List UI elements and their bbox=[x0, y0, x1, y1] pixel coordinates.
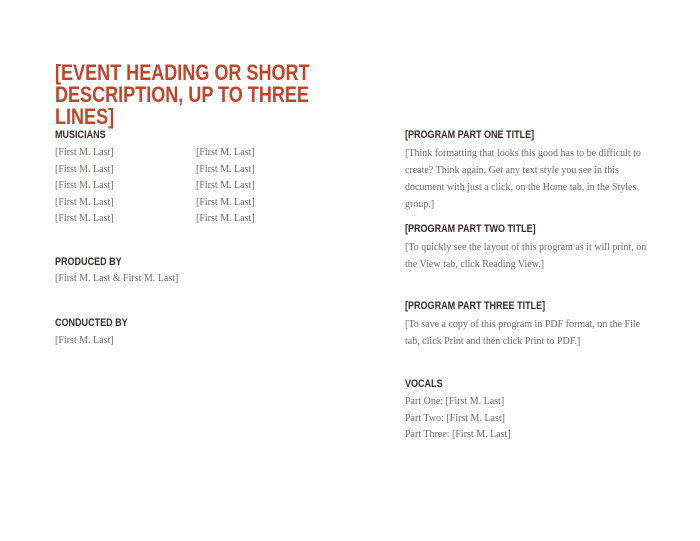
vocals-line: Part Three: [First M. Last] bbox=[405, 429, 511, 440]
musician-name: [First M. Last] bbox=[55, 196, 114, 208]
produced-by-heading: PRODUCED BY bbox=[55, 256, 122, 268]
program-part-three-text: [To save a copy of this program in PDF format, on the File tab, click Print and then click Print to PDF.] bbox=[405, 319, 641, 347]
vocals-line: Part One: [First M. Last] bbox=[405, 396, 505, 407]
musician-name: [First M. Last] bbox=[55, 180, 114, 191]
musician-name: [First M. Last] bbox=[55, 213, 114, 224]
musician-name: [First M. Last] bbox=[196, 196, 255, 208]
musician-name: [First M. Last] bbox=[55, 163, 114, 175]
vocals-list bbox=[405, 394, 511, 444]
musicians-heading: MUSICIANS bbox=[55, 129, 106, 141]
musicians-col-2 bbox=[196, 145, 255, 228]
conducted-by-heading: CONDUCTED BY bbox=[55, 317, 128, 329]
musician-name: [First M. Last] bbox=[196, 213, 255, 224]
musician-name: [First M. Last] bbox=[196, 180, 255, 191]
vocals-heading: VOCALS bbox=[405, 378, 443, 390]
conducted-by-text: [First M. Last] bbox=[55, 335, 114, 346]
musician-name: [First M. Last] bbox=[196, 147, 255, 158]
produced-by-text: [First M. Last & First M. Last] bbox=[55, 273, 179, 284]
program-part-two-title: [PROGRAM PART TWO TITLE] bbox=[405, 223, 536, 235]
musicians-col-1 bbox=[55, 145, 114, 228]
program-part-three-title: [PROGRAM PART THREE TITLE] bbox=[405, 300, 546, 312]
program-part-two-text: [To quickly see the layout of this program as it will print, on the View tab, click Reading View.] bbox=[405, 242, 647, 270]
program-part-one-title: [PROGRAM PART ONE TITLE] bbox=[405, 129, 535, 141]
program-part-one-text: [Think formatting that looks this good has to be difficult to create? Think again. Get any text style you see in this document with just a click, on the Home tab, in the Styles group.] bbox=[405, 148, 641, 210]
vocals-line: Part Two: [First M. Last] bbox=[405, 412, 505, 424]
event-heading-text: [EVENT HEADING OR SHORT DESCRIPTION, UP TO THREE LINES] bbox=[55, 60, 310, 129]
musician-name: [First M. Last] bbox=[196, 163, 255, 175]
musician-name: [First M. Last] bbox=[55, 147, 114, 158]
